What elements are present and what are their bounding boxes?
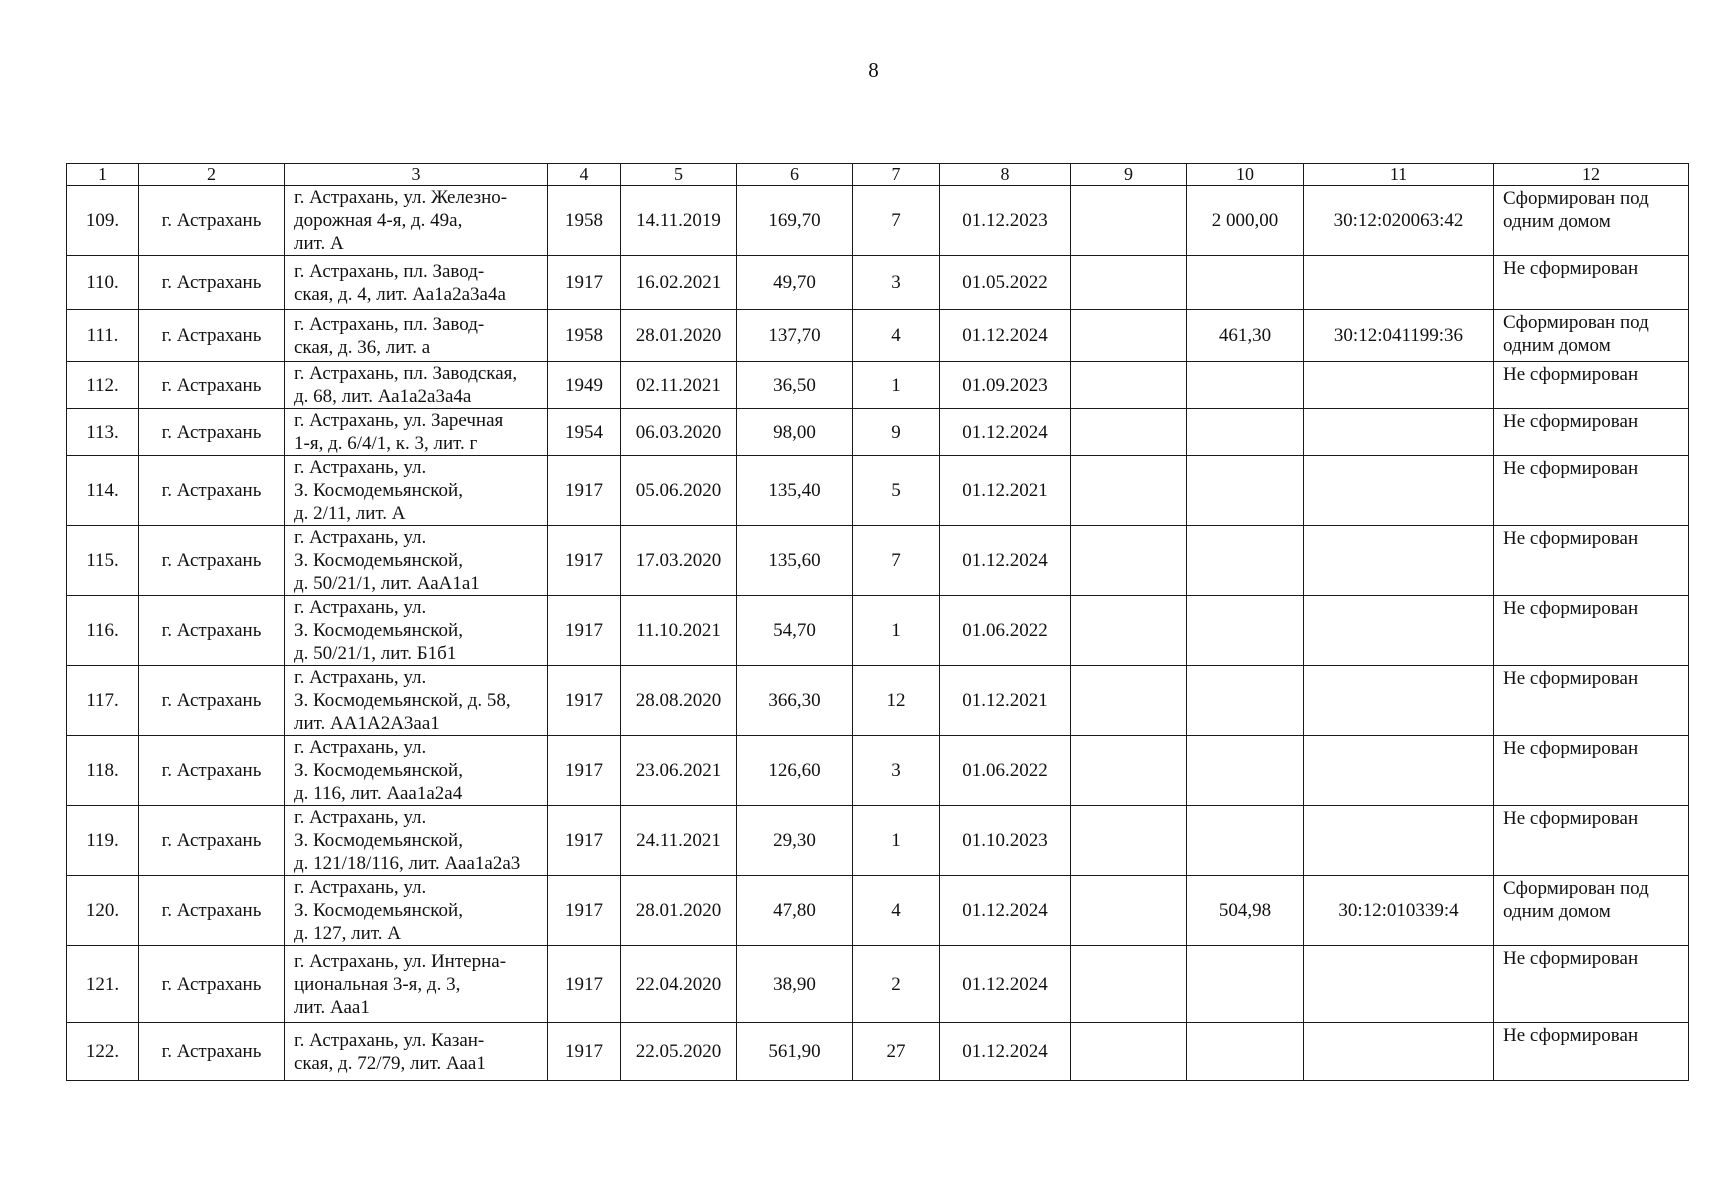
- address-line: 1-я, д. 6/4/1, к. 3, лит. г: [294, 433, 478, 454]
- date-cell: 11.10.2021: [621, 596, 737, 666]
- area-cell: 54,70: [737, 596, 853, 666]
- area-cell: 135,60: [737, 526, 853, 596]
- status-line: Не сформирован: [1503, 668, 1639, 689]
- year-cell: 1917: [548, 256, 621, 310]
- cadastral-number-cell: 30:12:041199:36: [1304, 310, 1494, 362]
- count-cell: 4: [853, 310, 940, 362]
- land-area-cell: [1187, 666, 1304, 736]
- table-row: [67, 526, 1689, 596]
- year-cell: 1958: [548, 310, 621, 362]
- column-9-cell: [1071, 256, 1187, 310]
- deadline-cell: 01.12.2024: [940, 526, 1071, 596]
- column-number-3: 3: [285, 164, 548, 186]
- column-number-8: 8: [940, 164, 1071, 186]
- area-cell: 169,70: [737, 186, 853, 256]
- city-cell: г. Астрахань: [139, 456, 285, 526]
- land-area-cell: 2 000,00: [1187, 186, 1304, 256]
- table-body: [67, 186, 1689, 1081]
- date-cell: 28.01.2020: [621, 310, 737, 362]
- count-cell: 27: [853, 1023, 940, 1081]
- status-line: одним домом: [1503, 335, 1611, 356]
- date-cell: 05.06.2020: [621, 456, 737, 526]
- column-9-cell: [1071, 409, 1187, 456]
- address-line: г. Астрахань, ул. Казан-: [294, 1029, 485, 1051]
- year-cell: 1917: [548, 876, 621, 946]
- date-cell: 28.01.2020: [621, 876, 737, 946]
- cadastral-number-cell: [1304, 1023, 1494, 1081]
- status-cell: [1494, 806, 1689, 876]
- table-row: [67, 362, 1689, 409]
- column-9-cell: [1071, 736, 1187, 806]
- area-cell: 49,70: [737, 256, 853, 310]
- count-cell: 7: [853, 186, 940, 256]
- row-number-cell: 113.: [67, 409, 139, 456]
- count-cell: 5: [853, 456, 940, 526]
- status-cell: [1494, 186, 1689, 256]
- area-cell: 36,50: [737, 362, 853, 409]
- status-line: Не сформирован: [1503, 364, 1639, 385]
- column-9-cell: [1071, 876, 1187, 946]
- deadline-cell: 01.06.2022: [940, 736, 1071, 806]
- land-area-cell: [1187, 362, 1304, 409]
- address-cell: [285, 946, 548, 1023]
- count-cell: 1: [853, 362, 940, 409]
- status-line: Не сформирован: [1503, 528, 1639, 549]
- address-line: д. 50/21/1, лит. Б1б1: [294, 643, 457, 664]
- cadastral-number-cell: [1304, 596, 1494, 666]
- cadastral-number-cell: [1304, 409, 1494, 456]
- year-cell: 1949: [548, 362, 621, 409]
- year-cell: 1958: [548, 186, 621, 256]
- city-cell: г. Астрахань: [139, 666, 285, 736]
- deadline-cell: 01.09.2023: [940, 362, 1071, 409]
- city-cell: г. Астрахань: [139, 409, 285, 456]
- address-line: д. 68, лит. Аа1а2а3а4а: [294, 386, 472, 407]
- address-cell: [285, 526, 548, 596]
- status-cell: [1494, 1023, 1689, 1081]
- deadline-cell: 01.12.2021: [940, 456, 1071, 526]
- land-area-cell: 504,98: [1187, 876, 1304, 946]
- row-number-cell: 115.: [67, 526, 139, 596]
- count-cell: 1: [853, 806, 940, 876]
- area-cell: 135,40: [737, 456, 853, 526]
- count-cell: 12: [853, 666, 940, 736]
- address-line: лит. Ааа1: [294, 996, 370, 1018]
- table-row: [67, 946, 1689, 1023]
- deadline-cell: 01.12.2024: [940, 1023, 1071, 1081]
- address-line: г. Астрахань, ул.: [294, 877, 427, 898]
- row-number-cell: 122.: [67, 1023, 139, 1081]
- city-cell: г. Астрахань: [139, 256, 285, 310]
- year-cell: 1917: [548, 596, 621, 666]
- row-number-cell: 111.: [67, 310, 139, 362]
- address-line: лит. А: [294, 233, 344, 254]
- cadastral-number-cell: [1304, 362, 1494, 409]
- cadastral-number-cell: [1304, 806, 1494, 876]
- address-cell: [285, 806, 548, 876]
- status-cell: [1494, 946, 1689, 1023]
- deadline-cell: 01.05.2022: [940, 256, 1071, 310]
- table-row: [67, 736, 1689, 806]
- area-cell: 29,30: [737, 806, 853, 876]
- address-cell: [285, 186, 548, 256]
- row-number-cell: 121.: [67, 946, 139, 1023]
- land-area-cell: 461,30: [1187, 310, 1304, 362]
- address-cell: [285, 1023, 548, 1081]
- table-row: [67, 310, 1689, 362]
- status-line: Не сформирован: [1503, 458, 1639, 479]
- status-line: Не сформирован: [1503, 411, 1639, 432]
- area-cell: 98,00: [737, 409, 853, 456]
- city-cell: г. Астрахань: [139, 596, 285, 666]
- address-cell: [285, 310, 548, 362]
- address-line: дорожная 4-я, д. 49а,: [294, 210, 463, 231]
- address-line: г. Астрахань, пл. Заводская,: [294, 363, 518, 384]
- address-line: циональная 3-я, д. 3,: [294, 973, 461, 995]
- column-number-9: 9: [1071, 164, 1187, 186]
- address-line: З. Космодемьянской,: [294, 480, 463, 501]
- status-cell: [1494, 736, 1689, 806]
- status-line: Сформирован под: [1503, 878, 1649, 899]
- date-cell: 06.03.2020: [621, 409, 737, 456]
- address-cell: [285, 409, 548, 456]
- address-cell: [285, 596, 548, 666]
- date-cell: 17.03.2020: [621, 526, 737, 596]
- status-cell: [1494, 256, 1689, 310]
- date-cell: 22.04.2020: [621, 946, 737, 1023]
- date-cell: 16.02.2021: [621, 256, 737, 310]
- address-line: д. 127, лит. А: [294, 923, 401, 944]
- address-line: д. 2/11, лит. А: [294, 503, 406, 524]
- address-line: г. Астрахань, ул. Заречная: [294, 410, 504, 431]
- status-line: одним домом: [1503, 211, 1611, 232]
- column-number-1: 1: [67, 164, 139, 186]
- count-cell: 9: [853, 409, 940, 456]
- table-row: [67, 1023, 1689, 1081]
- page-number: 8: [868, 58, 879, 82]
- column-9-cell: [1071, 310, 1187, 362]
- year-cell: 1917: [548, 456, 621, 526]
- status-line: Сформирован под: [1503, 188, 1649, 209]
- cadastral-number-cell: [1304, 736, 1494, 806]
- status-cell: [1494, 666, 1689, 736]
- status-line: одним домом: [1503, 901, 1611, 922]
- column-9-cell: [1071, 666, 1187, 736]
- cadastral-number-cell: [1304, 526, 1494, 596]
- row-number-cell: 116.: [67, 596, 139, 666]
- date-cell: 14.11.2019: [621, 186, 737, 256]
- count-cell: 3: [853, 256, 940, 310]
- column-9-cell: [1071, 526, 1187, 596]
- city-cell: г. Астрахань: [139, 362, 285, 409]
- table-row: [67, 876, 1689, 946]
- year-cell: 1917: [548, 526, 621, 596]
- column-9-cell: [1071, 186, 1187, 256]
- table-row: [67, 256, 1689, 310]
- column-number-6: 6: [737, 164, 853, 186]
- status-cell: [1494, 362, 1689, 409]
- column-number-12: 12: [1494, 164, 1689, 186]
- count-cell: 1: [853, 596, 940, 666]
- address-line: г. Астрахань, пл. Завод-: [294, 260, 485, 282]
- address-cell: [285, 362, 548, 409]
- status-line: Не сформирован: [1503, 598, 1639, 619]
- year-cell: 1917: [548, 806, 621, 876]
- status-line: Не сформирован: [1503, 808, 1639, 829]
- address-line: З. Космодемьянской, д. 58,: [294, 690, 511, 711]
- date-cell: 02.11.2021: [621, 362, 737, 409]
- deadline-cell: 01.12.2024: [940, 876, 1071, 946]
- row-number-cell: 117.: [67, 666, 139, 736]
- status-line: Не сформирован: [1503, 738, 1639, 759]
- column-number-7: 7: [853, 164, 940, 186]
- year-cell: 1917: [548, 1023, 621, 1081]
- address-line: г. Астрахань, ул. Железно-: [294, 187, 508, 208]
- deadline-cell: 01.10.2023: [940, 806, 1071, 876]
- row-number-cell: 120.: [67, 876, 139, 946]
- table-row: [67, 596, 1689, 666]
- address-cell: [285, 876, 548, 946]
- status-cell: [1494, 456, 1689, 526]
- row-number-cell: 110.: [67, 256, 139, 310]
- table-row: [67, 456, 1689, 526]
- status-line: Не сформирован: [1503, 1025, 1639, 1046]
- address-line: г. Астрахань, ул.: [294, 807, 427, 828]
- status-cell: [1494, 526, 1689, 596]
- area-cell: 137,70: [737, 310, 853, 362]
- address-line: г. Астрахань, пл. Завод-: [294, 313, 485, 335]
- housing-table: [66, 163, 1689, 1081]
- table-row: [67, 806, 1689, 876]
- address-line: г. Астрахань, ул.: [294, 737, 427, 758]
- city-cell: г. Астрахань: [139, 1023, 285, 1081]
- status-line: Не сформирован: [1503, 948, 1639, 969]
- city-cell: г. Астрахань: [139, 310, 285, 362]
- year-cell: 1917: [548, 666, 621, 736]
- address-line: З. Космодемьянской,: [294, 830, 463, 851]
- column-9-cell: [1071, 1023, 1187, 1081]
- status-line: Не сформирован: [1503, 258, 1639, 279]
- land-area-cell: [1187, 806, 1304, 876]
- year-cell: 1917: [548, 736, 621, 806]
- column-number-4: 4: [548, 164, 621, 186]
- deadline-cell: 01.12.2023: [940, 186, 1071, 256]
- year-cell: 1917: [548, 946, 621, 1023]
- table-row: [67, 409, 1689, 456]
- row-number-cell: 118.: [67, 736, 139, 806]
- city-cell: г. Астрахань: [139, 876, 285, 946]
- area-cell: 47,80: [737, 876, 853, 946]
- land-area-cell: [1187, 456, 1304, 526]
- cadastral-number-cell: [1304, 256, 1494, 310]
- land-area-cell: [1187, 526, 1304, 596]
- address-line: г. Астрахань, ул.: [294, 527, 427, 548]
- land-area-cell: [1187, 409, 1304, 456]
- address-line: ская, д. 36, лит. а: [294, 336, 431, 358]
- column-9-cell: [1071, 596, 1187, 666]
- address-line: г. Астрахань, ул.: [294, 667, 427, 688]
- status-cell: [1494, 876, 1689, 946]
- status-cell: [1494, 596, 1689, 666]
- address-line: З. Космодемьянской,: [294, 550, 463, 571]
- city-cell: г. Астрахань: [139, 736, 285, 806]
- deadline-cell: 01.12.2021: [940, 666, 1071, 736]
- column-number-5: 5: [621, 164, 737, 186]
- cadastral-number-cell: [1304, 666, 1494, 736]
- area-cell: 38,90: [737, 946, 853, 1023]
- count-cell: 4: [853, 876, 940, 946]
- address-cell: [285, 256, 548, 310]
- status-cell: [1494, 409, 1689, 456]
- address-line: З. Космодемьянской,: [294, 620, 463, 641]
- column-9-cell: [1071, 456, 1187, 526]
- column-9-cell: [1071, 946, 1187, 1023]
- address-line: лит. АА1А2А3аа1: [294, 713, 440, 734]
- deadline-cell: 01.12.2024: [940, 946, 1071, 1023]
- cadastral-number-cell: 30:12:010339:4: [1304, 876, 1494, 946]
- status-cell: [1494, 310, 1689, 362]
- row-number-cell: 114.: [67, 456, 139, 526]
- date-cell: 23.06.2021: [621, 736, 737, 806]
- city-cell: г. Астрахань: [139, 526, 285, 596]
- deadline-cell: 01.12.2024: [940, 409, 1071, 456]
- count-cell: 3: [853, 736, 940, 806]
- land-area-cell: [1187, 1023, 1304, 1081]
- column-number-11: 11: [1304, 164, 1494, 186]
- date-cell: 24.11.2021: [621, 806, 737, 876]
- area-cell: 561,90: [737, 1023, 853, 1081]
- land-area-cell: [1187, 596, 1304, 666]
- row-number-cell: 112.: [67, 362, 139, 409]
- address-line: г. Астрахань, ул.: [294, 597, 427, 618]
- table-row: [67, 186, 1689, 256]
- row-number-cell: 119.: [67, 806, 139, 876]
- column-number-row: [67, 164, 1689, 186]
- address-cell: [285, 666, 548, 736]
- date-cell: 22.05.2020: [621, 1023, 737, 1081]
- area-cell: 366,30: [737, 666, 853, 736]
- column-9-cell: [1071, 806, 1187, 876]
- column-9-cell: [1071, 362, 1187, 409]
- land-area-cell: [1187, 736, 1304, 806]
- status-line: Сформирован под: [1503, 312, 1649, 333]
- column-number-10: 10: [1187, 164, 1304, 186]
- cadastral-number-cell: [1304, 946, 1494, 1023]
- cadastral-number-cell: 30:12:020063:42: [1304, 186, 1494, 256]
- column-number-2: 2: [139, 164, 285, 186]
- address-line: г. Астрахань, ул. Интерна-: [294, 950, 507, 972]
- city-cell: г. Астрахань: [139, 806, 285, 876]
- address-line: д. 121/18/116, лит. Ааа1а2а3: [294, 853, 521, 874]
- address-line: З. Космодемьянской,: [294, 900, 463, 921]
- cadastral-number-cell: [1304, 456, 1494, 526]
- count-cell: 2: [853, 946, 940, 1023]
- city-cell: г. Астрахань: [139, 946, 285, 1023]
- land-area-cell: [1187, 256, 1304, 310]
- address-cell: [285, 456, 548, 526]
- address-line: д. 116, лит. Ааа1а2а4: [294, 783, 463, 804]
- address-line: ская, д. 72/79, лит. Ааа1: [294, 1052, 486, 1074]
- address-line: ская, д. 4, лит. Аа1а2а3а4а: [294, 283, 506, 305]
- address-cell: [285, 736, 548, 806]
- area-cell: 126,60: [737, 736, 853, 806]
- address-line: д. 50/21/1, лит. АаА1а1: [294, 573, 480, 594]
- address-line: З. Космодемьянской,: [294, 760, 463, 781]
- land-area-cell: [1187, 946, 1304, 1023]
- deadline-cell: 01.06.2022: [940, 596, 1071, 666]
- deadline-cell: 01.12.2024: [940, 310, 1071, 362]
- date-cell: 28.08.2020: [621, 666, 737, 736]
- row-number-cell: 109.: [67, 186, 139, 256]
- address-line: г. Астрахань, ул.: [294, 457, 427, 478]
- table-row: [67, 666, 1689, 736]
- count-cell: 7: [853, 526, 940, 596]
- city-cell: г. Астрахань: [139, 186, 285, 256]
- year-cell: 1954: [548, 409, 621, 456]
